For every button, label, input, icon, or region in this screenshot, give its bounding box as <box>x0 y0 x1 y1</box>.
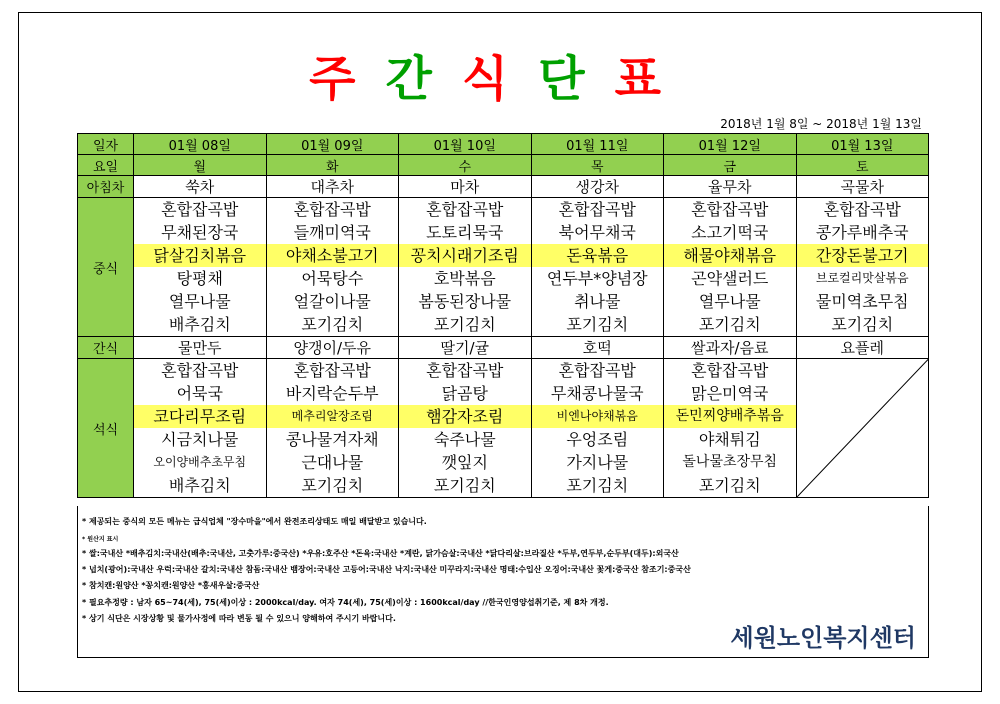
menu-item: 혼합잡곡밥 <box>161 361 239 380</box>
tea-cell: 쑥차 <box>134 176 267 198</box>
note-line: * 필요추정량 : 남자 65~74(세), 75(세)이상 : 2000kcal/day. 여자 74(세), 75(세)이상 : 1600kcal/day //한국인영양섭취기준, 제 8차 개정. <box>82 598 609 607</box>
menu-item: 비엔나야채볶음 <box>532 405 664 428</box>
menu-item: 혼합잡곡밥 <box>426 200 504 219</box>
menu-item: 코다리무조림 <box>134 405 266 428</box>
note-line: * 상기 식단은 시장상황 및 물가사정에 따라 변동 될 수 있으니 양해하여 주시기 바랍니다. <box>82 614 396 623</box>
lunch-cell <box>796 198 929 337</box>
day-label: 요일 <box>78 155 134 176</box>
day-cell: 토 <box>796 155 929 176</box>
menu-item: 무채콩나물국 <box>550 384 644 403</box>
day-cell: 금 <box>664 155 797 176</box>
date-cell: 01월 12일 <box>664 134 797 155</box>
diagonal-line <box>797 359 929 497</box>
menu-item: 탕평채 <box>176 269 223 288</box>
menu-item: 혼합잡곡밥 <box>558 200 636 219</box>
lunch-cell <box>134 198 267 337</box>
menu-item: 메추리알장조림 <box>267 405 399 428</box>
note-line: * 쌀:국내산 *배추김치:국내산(배추:국내산, 고춧가루:중국산) *우유:호주산 *돈육:국내산 *계란, 닭가슴살:국내산 *닭다리살:브라질산 *두부,연두부,순두부(대두):외국산 <box>82 549 679 558</box>
menu-item: 해물야채볶음 <box>664 244 796 267</box>
menu-item: 닭살김치볶음 <box>134 244 266 267</box>
menu-item: 어묵국 <box>176 384 223 403</box>
date-range: 2018년 1월 8일 ~ 2018년 1월 13일 <box>720 117 922 131</box>
page-title <box>0 40 1000 109</box>
note-line: * 원산지 표시 <box>82 536 119 543</box>
menu-item: 닭곰탕 <box>441 384 488 403</box>
menu-item: 열무나물 <box>698 292 761 311</box>
snack-cell: 양갱이/두유 <box>266 337 399 359</box>
menu-item: 혼합잡곡밥 <box>161 200 239 219</box>
menu-item: 포기김치 <box>301 476 364 495</box>
menu-item: 꽁치시래기조림 <box>399 244 531 267</box>
menu-item: 포기김치 <box>831 315 894 334</box>
menu-item: 혼합잡곡밥 <box>691 361 769 380</box>
note-line: * 제공되는 중식의 모든 메뉴는 급식업체 "장수마을"에서 완전조리상태도 매일 배달받고 있습니다. <box>82 517 427 526</box>
menu-item: 포기김치 <box>698 315 761 334</box>
dinner-cell <box>134 359 267 498</box>
lunch-cell <box>399 198 532 337</box>
snack-cell: 쌀과자/음료 <box>664 337 797 359</box>
dinner-row <box>78 359 929 498</box>
menu-item: 간장돈불고기 <box>797 244 929 267</box>
menu-item: 우엉조림 <box>566 430 629 449</box>
menu-item: 포기김치 <box>566 315 629 334</box>
dinner-cell <box>664 359 797 498</box>
menu-table <box>77 133 929 498</box>
dinner-label: 석식 <box>78 359 134 498</box>
menu-item: 얼갈이나물 <box>293 292 371 311</box>
menu-item: 소고기떡국 <box>691 223 769 242</box>
date-cell: 01월 08일 <box>134 134 267 155</box>
menu-item: 바지락순두부 <box>285 384 379 403</box>
menu-item: 돌나물초장무침 <box>682 454 778 470</box>
snack-label: 간식 <box>78 337 134 359</box>
menu-item: 곤약샐러드 <box>691 269 769 288</box>
menu-item: 혼합잡곡밥 <box>558 361 636 380</box>
menu-item: 배추김치 <box>168 476 231 495</box>
menu-item: 돈육볶음 <box>532 244 664 267</box>
title-char: 주 <box>309 51 386 107</box>
menu-item: 들깨미역국 <box>293 223 371 242</box>
day-cell: 화 <box>266 155 399 176</box>
tea-cell: 마차 <box>399 176 532 198</box>
lunch-cell <box>266 198 399 337</box>
menu-item: 콩나물겨자채 <box>285 430 379 449</box>
menu-item: 햄감자조림 <box>399 405 531 428</box>
menu-item: 호박볶음 <box>433 269 496 288</box>
note-line: * 넙치(광어):국내산 우럭:국내산 갈치:국내산 참돔:국내산 뱀장어:국내산 고등어:국내산 낙지:국내산 미꾸라지:국내산 명태:수입산 오징어:국내산 꽃게:중국산 참조기:중국산 <box>82 565 691 574</box>
date-cell: 01월 11일 <box>531 134 664 155</box>
menu-item: 숙주나물 <box>433 430 496 449</box>
snack-cell: 물만두 <box>134 337 267 359</box>
menu-item: 포기김치 <box>698 476 761 495</box>
day-row <box>78 155 929 176</box>
dinner-cell <box>266 359 399 498</box>
tea-row <box>78 176 929 198</box>
note-line: * 참치캔:원양산 *꽁치캔:원양산 *홍새우살:중국산 <box>82 581 260 590</box>
snack-cell: 딸기/귤 <box>399 337 532 359</box>
center-name: 세원노인복지센터 <box>730 623 916 652</box>
menu-item: 브로컬리맛살볶음 <box>815 271 909 285</box>
day-cell: 수 <box>399 155 532 176</box>
date-cell: 01월 13일 <box>796 134 929 155</box>
date-cell: 01월 09일 <box>266 134 399 155</box>
title-char: 단 <box>538 51 615 107</box>
lunch-cell <box>664 198 797 337</box>
menu-item: 혼합잡곡밥 <box>691 200 769 219</box>
menu-item: 무채된장국 <box>161 223 239 242</box>
menu-item: 콩가루배추국 <box>815 223 909 242</box>
day-cell: 월 <box>134 155 267 176</box>
lunch-row <box>78 198 929 337</box>
tea-cell: 대추차 <box>266 176 399 198</box>
date-cell: 01월 10일 <box>399 134 532 155</box>
menu-item: 취나물 <box>574 292 621 311</box>
dinner-cell <box>531 359 664 498</box>
menu-item: 혼합잡곡밥 <box>293 361 371 380</box>
menu-item: 야채소불고기 <box>267 244 399 267</box>
menu-item: 봄동된장나물 <box>418 292 512 311</box>
snack-cell: 호떡 <box>531 337 664 359</box>
snack-row <box>78 337 929 359</box>
menu-item: 어묵탕수 <box>301 269 364 288</box>
menu-item: 가지나물 <box>566 453 629 472</box>
menu-item: 깻잎지 <box>441 453 488 472</box>
menu-item: 포기김치 <box>566 476 629 495</box>
menu-item: 시금치나물 <box>161 430 239 449</box>
tea-cell: 생강차 <box>531 176 664 198</box>
menu-item: 혼합잡곡밥 <box>823 200 901 219</box>
menu-item: 포기김치 <box>301 315 364 334</box>
tea-label: 아침차 <box>78 176 134 198</box>
menu-item: 배추김치 <box>168 315 231 334</box>
menu-item: 맑은미역국 <box>691 384 769 403</box>
date-row <box>78 134 929 155</box>
lunch-label: 중식 <box>78 198 134 337</box>
snack-cell: 요플레 <box>796 337 929 359</box>
lunch-cell <box>531 198 664 337</box>
menu-item: 혼합잡곡밥 <box>426 361 504 380</box>
dinner-cell <box>399 359 532 498</box>
day-cell: 목 <box>531 155 664 176</box>
menu-item: 포기김치 <box>433 476 496 495</box>
menu-item: 혼합잡곡밥 <box>293 200 371 219</box>
menu-item: 포기김치 <box>433 315 496 334</box>
title-char: 간 <box>385 51 462 107</box>
menu-item: 물미역초무침 <box>815 292 909 311</box>
notes-box <box>77 506 929 658</box>
menu-item: 오이양배추초무침 <box>153 455 247 469</box>
menu-item: 근대나물 <box>301 453 364 472</box>
title-char: 식 <box>461 51 539 107</box>
title-char: 표 <box>614 51 691 107</box>
menu-item: 북어무채국 <box>558 223 636 242</box>
menu-item: 돈민찌양배추볶음 <box>664 405 796 428</box>
menu-item: 야채튀김 <box>698 430 761 449</box>
empty-dinner-cell <box>796 359 929 498</box>
date-label: 일자 <box>78 134 134 155</box>
menu-item: 연두부*양념장 <box>546 269 648 288</box>
menu-item: 도토리묵국 <box>426 223 504 242</box>
menu-item: 열무나물 <box>168 292 231 311</box>
tea-cell: 곡물차 <box>796 176 929 198</box>
tea-cell: 율무차 <box>664 176 797 198</box>
